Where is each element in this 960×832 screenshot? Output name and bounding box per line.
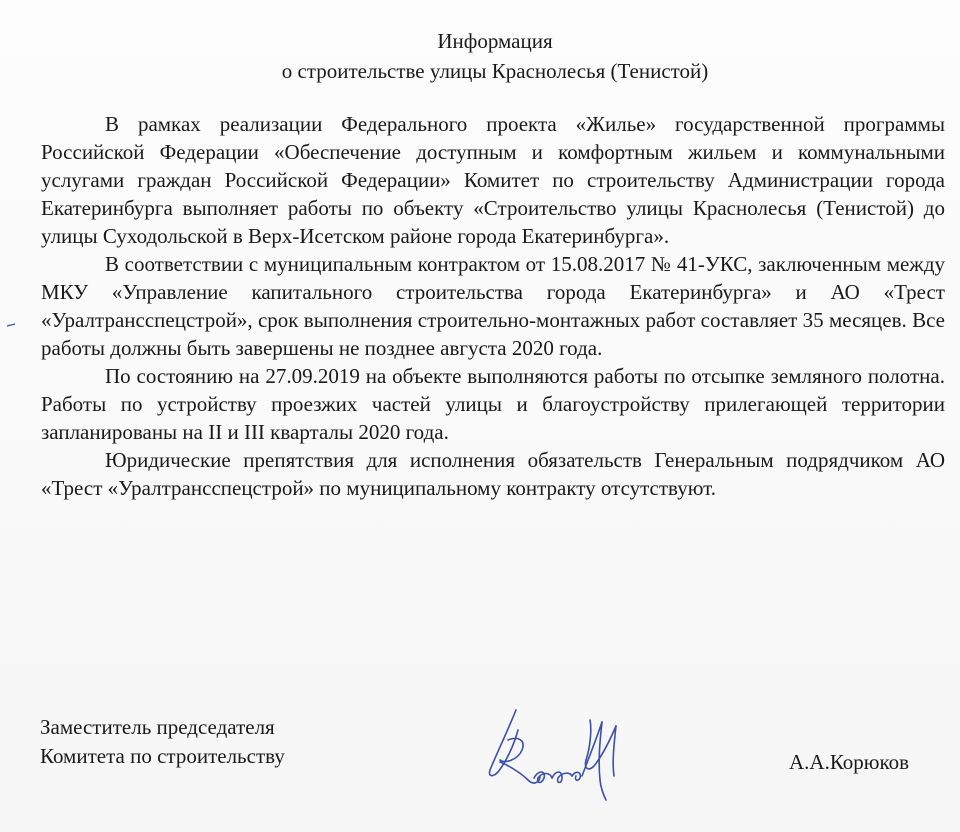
paragraph-project: В рамках реализации Федерального проекта «Жилье» государственной программы Российской Федерации «Обеспечение доступным и комфортным жильем и коммунальными услугами граждан Российской Федерации» Комитет по строительству Администрации города Екатеринбурга выполняет работы по объекту «Строительство улицы Краснолесья (Тенистой) до улицы Суходольской в Верх-Исетском районе города Екатеринбурга».: [41, 112, 945, 248]
paragraph-status: По состоянию на 27.09.2019 на объекте выполняются работы по отсыпке земляного полотна. Работы по устройству проезжих частей улицы и благоустройству прилегающей территории запланированы на II и III кварталы 2020 года.: [41, 364, 945, 444]
document-subtitle: о строительстве улицы Краснолесья (Тенистой): [281, 59, 709, 83]
document-title: Информация: [437, 29, 553, 53]
signer-position-line1: Заместитель председателя: [40, 715, 275, 739]
signer-name: А.А.Корюков: [789, 750, 910, 774]
paragraph-legal: Юридические препятствия для исполнения обязательств Генеральным подрядчиком АО «Трест «Уралтрансспецстрой» по муниципальному контракту отсутствуют.: [41, 448, 945, 500]
paragraph-contract: В соответствии с муниципальным контрактом от 15.08.2017 № 41-УКС, заключенным между МКУ «Управление капитального строительства города Екатеринбурга» и АО «Трест «Уралтрансспецстрой», срок выполнения строительно-монтажных работ составляет 35 месяцев. Все работы должны быть завершены не позднее августа 2020 года.: [41, 252, 945, 360]
signer-position: [40, 713, 285, 771]
scan-mark: [6, 322, 16, 328]
handwritten-signature: [478, 700, 638, 805]
document-body: [41, 110, 945, 502]
signer-position-line2: Комитета по строительству: [40, 744, 285, 768]
